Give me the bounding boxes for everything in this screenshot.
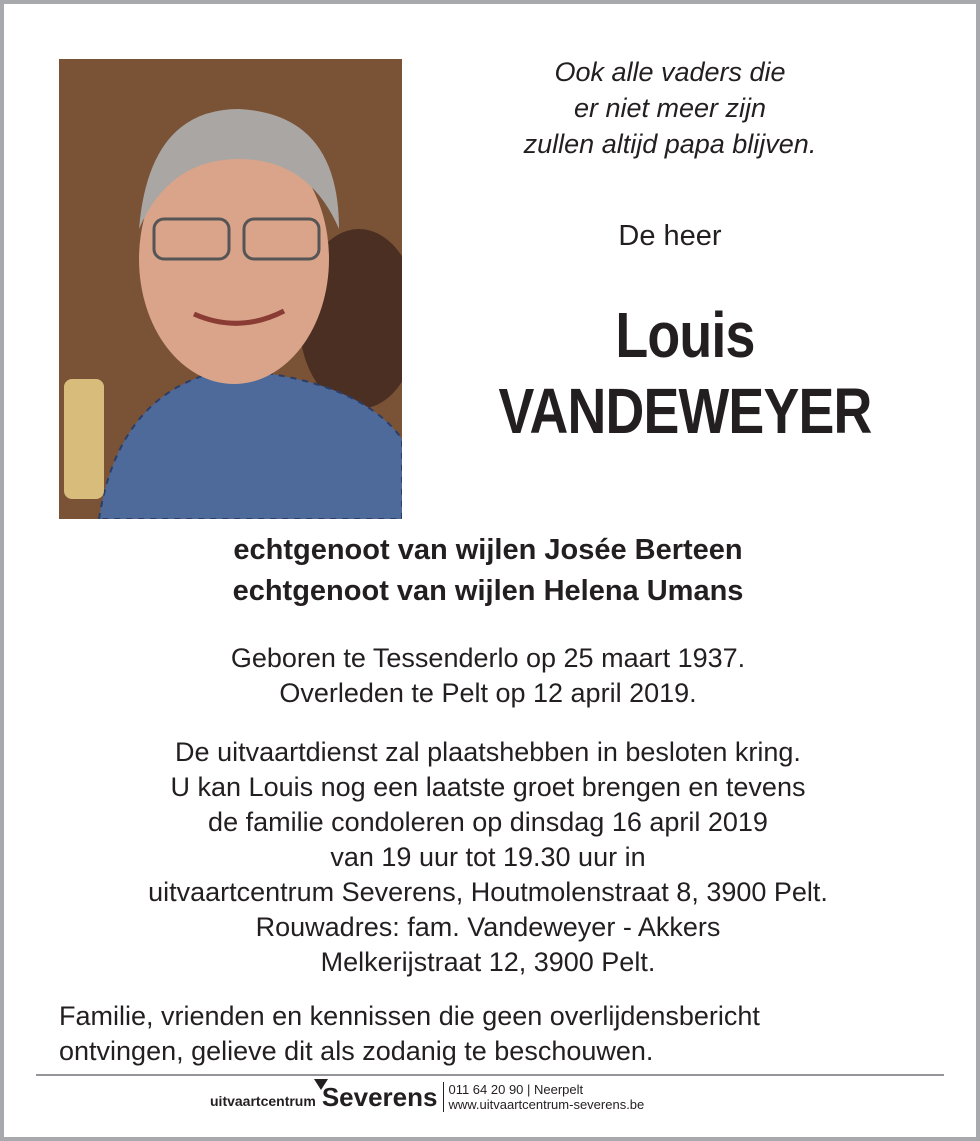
spouse-line: echtgenoot van wijlen Josée Berteen [233,534,743,566]
poem-line: er niet meer zijn [573,93,767,123]
closing-line: Familie, vrienden en kennissen die geen overlijdensbericht [59,1001,760,1031]
closing-note [59,999,760,1069]
spouse-line: echtgenoot van wijlen Helena Umans [232,575,744,607]
birth-line: Geboren te Tessenderlo op 25 maart 1937. [230,643,746,673]
footer-brand-logo: Severens [322,1082,438,1112]
spouses [0,530,976,612]
service-line: van 19 uur tot 19.30 uur in [330,842,646,872]
poem-line: zullen altijd papa blijven. [523,129,817,159]
last-name: VANDEWEYER [498,375,872,447]
service-line: U kan Louis nog een laatste groet brengen en tevens [170,772,806,802]
triangle-icon [314,1079,328,1090]
footer-phone: 011 64 20 90 | Neerpelt [448,1082,584,1097]
footer-divider [36,1074,944,1076]
service-line: uitvaartcentrum Severens, Houtmolenstraat 8, 3900 Pelt. [148,877,828,907]
service-line: De uitvaartdienst zal plaatshebben in besloten kring. [175,737,801,767]
service-line: Melkerijstraat 12, 3900 Pelt. [320,947,656,977]
salutation: De heer [618,220,722,252]
service-info [0,735,976,980]
footer-prefix: uitvaartcentrum [210,1093,316,1109]
service-line: Rouwadres: fam. Vandeweyer - Akkers [255,912,721,942]
footer-website[interactable]: www.uitvaartcentrum-severens.be [448,1097,645,1112]
poem [470,54,870,162]
first-name: Louis [615,299,755,371]
death-line: Overleden te Pelt op 12 april 2019. [279,678,697,708]
funeral-home-footer [210,1082,644,1112]
closing-line: ontvingen, gelieve dit als zodanig te beschouwen. [59,1036,654,1066]
birth-death-dates [0,641,976,711]
portrait-photo [59,59,402,519]
footer-contact [443,1082,644,1112]
poem-line: Ook alle vaders die [554,57,786,87]
service-line: de familie condoleren op dinsdag 16 april 2019 [208,807,768,837]
